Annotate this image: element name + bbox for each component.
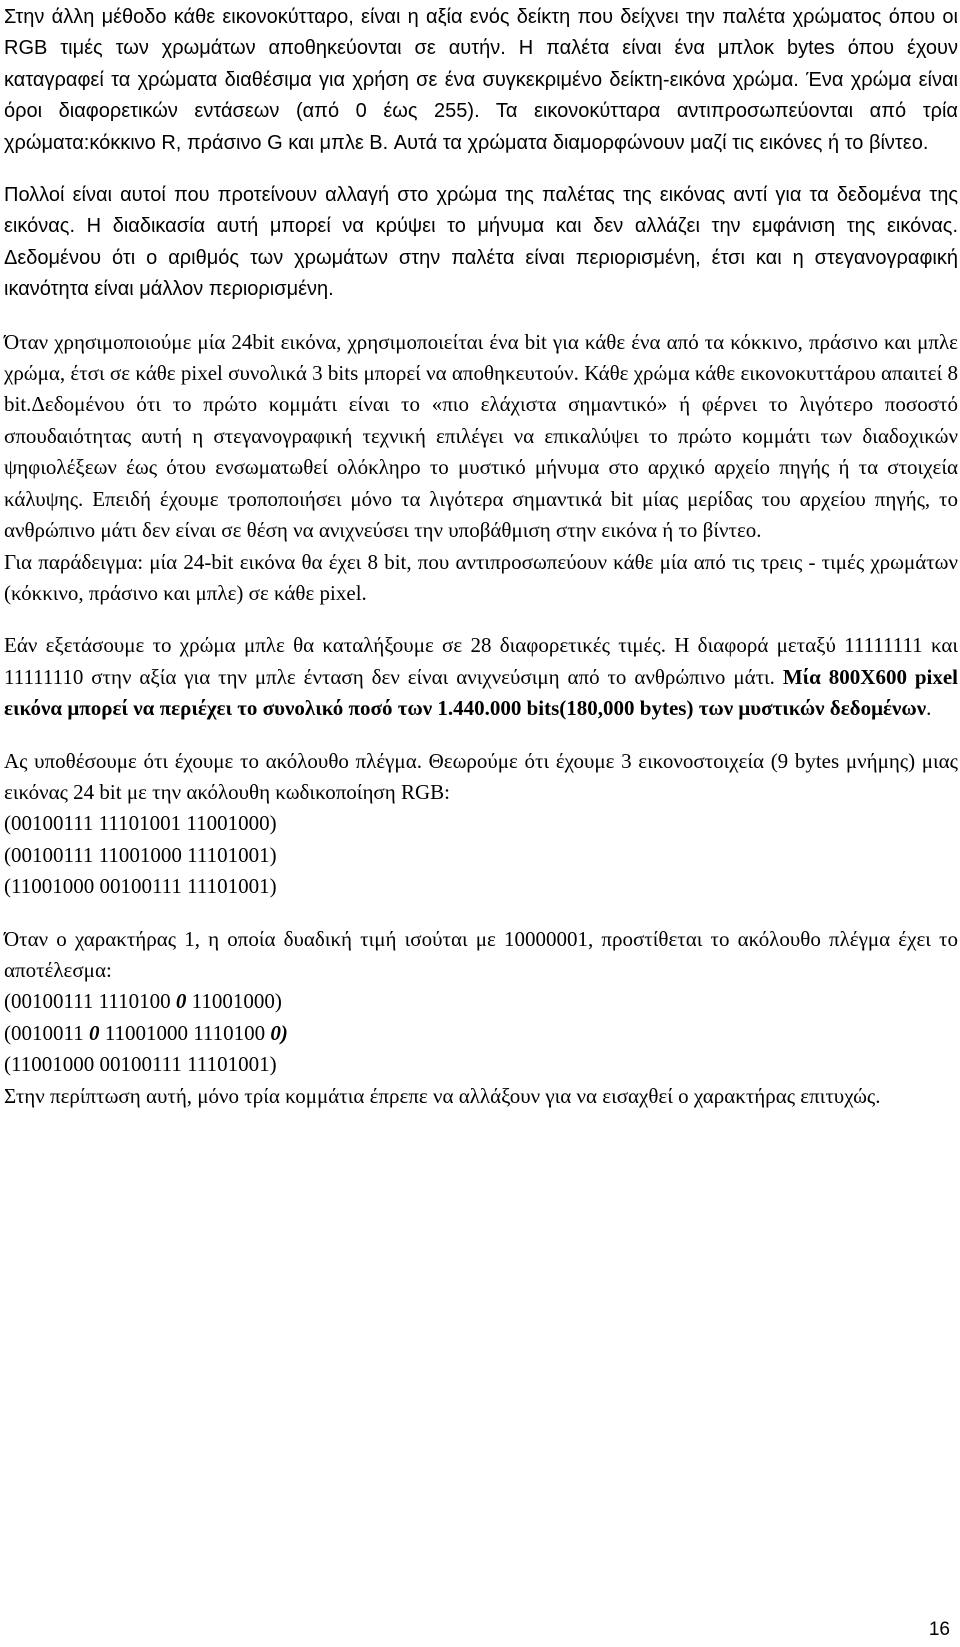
paragraph-blue-values: [4, 630, 958, 724]
paragraph-grid-intro: Ας υποθέσουμε ότι έχουμε το ακόλουθο πλέγμα. Θεωρούμε ότι έχουμε 3 εικονοστοιχεία (9 bytes μνήμης) μιας εικόνας 24 bit με την ακόλουθη κωδικοποίηση RGB:: [4, 748, 958, 804]
paragraph-example-24bit: Για παράδειγμα: μία 24-bit εικόνα θα έχει 8 bit, που αντιπροσωπεύουν κάθε μία από τις τρεις - τιμές χρωμάτων (κόκκινο, πράσινο και μπλε) σε κάθε pixel.: [4, 549, 958, 605]
page-number: 16: [928, 1619, 950, 1640]
grid1-row-2: (00100111 11001000 11101001): [4, 842, 277, 867]
paragraph-palette-change: Πολλοί είναι αυτοί που προτείνουν αλλαγή στο χρώμα της παλέτας της εικόνας αντί για τα δεδομένα της εικόνας. Η διαδικασία αυτή μπορεί να κρύψει το μήνυμα και δεν αλλάζει την εμφάνιση της εικόνας. Δεδομένου ότι ο αριθμός των χρωμάτων στην παλέτα είναι περιορισμένη, έτσι και η στεγανογραφική ικανότητα είναι μάλλον περιορισμένη.: [4, 184, 958, 301]
grid2-row-2-changed-bit-2: 0): [270, 1020, 288, 1045]
paragraph-character-insert: Όταν ο χαρακτήρας 1, η οποία δυαδική τιμή ισούται με 10000001, προστίθεται το ακόλουθο πλέγμα έχει το αποτέλεσμα:: [4, 926, 958, 982]
grid2-row-2-part-c: 11001000 1110100: [99, 1020, 271, 1045]
capacity-bold-text: Μία 800X600 pixel εικόνα μπορεί να περιέχει το συνολικό ποσό των 1.440.000 bits(180,000 bytes) των μυστικών δεδομένων: [4, 664, 959, 721]
document-body: [4, 2, 958, 1112]
grid2-row-2-part-a: (0010011: [4, 1020, 89, 1045]
grid2-row-1: [4, 986, 958, 1017]
grid1-row-3: (11001000 00100111 11101001): [4, 874, 277, 899]
grid2-row-1-changed-bit: 0: [175, 989, 187, 1014]
sentence-end: .: [926, 696, 932, 721]
grid2-row-1-part-c: 11001000): [186, 989, 282, 1014]
paragraph-conclusion: Στην περίπτωση αυτή, μόνο τρία κομμάτια έπρεπε να αλλάξουν για να εισαχθεί ο χαρακτήρας επιτυχώς.: [4, 1083, 881, 1108]
paragraph-24bit-lsb: Όταν χρησιμοποιούμε μία 24bit εικόνα, χρησιμοποιείται ένα bit για κάθε ένα από τα κόκκινο, πράσινο και μπλε χρώμα, έτσι σε κάθε pixel συνολικά 3 bits μπορεί να αποθηκευτούν. Κάθε χρώμα κάθε εικονοκυττάρου απαιτεί 8 bit.Δεδομένου ότι το πρώτο κομμάτι είναι το «πιο ελάχιστα σημαντικό» ή φέρνει το λιγότερο ποσοστό σπουδαιότητας αυτή η στεγανογραφική τεχνική επιλέγει να επικαλύψει το πρώτο κομμάτι των διαδοχικών ψηφιολέξεων έως ότου ενσωματωθεί ολόκληρο το μυστικό μήνυμα στο αρχικό αρχείο πηγής ή τα στοιχεία κάλυψης. Επειδή έχουμε τροποποιήσει μόνο τα λιγότερα σημαντικά bit μίας μερίδας του αρχείου πηγής, το ανθρώπινο μάτι δεν είναι σε θέση να ανιχνεύσει την υποβάθμιση στην εικόνα ή το βίντεο.: [4, 329, 958, 543]
grid2-row-1-part-a: (00100111 1110100: [4, 989, 176, 1014]
grid2-row-2-changed-bit: 0: [88, 1020, 100, 1045]
grid2-row-3: (11001000 00100111 11101001): [4, 1052, 277, 1077]
grid1-row-1: (00100111 11101001 11001000): [4, 811, 277, 836]
paragraph-palette-method: Στην άλλη μέθοδο κάθε εικονοκύτταρο, είναι η αξία ενός δείκτη που δείχνει την παλέτα χρώματος όπου οι RGB τιμές των χρωμάτων αποθηκεύονται σε αυτήν. Η παλέτα είναι ένα μπλοκ bytes όπου έχουν καταγραφεί τα χρώματα διαθέσιμα για χρήση σε ένα συγκεκριμένο δείκτη-εικόνα χρώμα. Ένα χρώμα είναι όροι διαφορετικών εντάσεων (από 0 έως 255). Τα εικονοκύτταρα αντιπροσωπεύονται από τρία χρώματα:κόκκινο R, πράσινο G και μπλε B. Αυτά τα χρώματα διαμορφώνουν μαζί τις εικόνες ή το βίντεο.: [4, 6, 958, 154]
grid2-row-2: [4, 1018, 958, 1049]
blue-values-text: Εάν εξετάσουμε το χρώμα μπλε θα καταλήξουμε σε 28 διαφορετικές τιμές. Η διαφορά μεταξύ 11111111 και 11111110 στην αξία για την μπλε ένταση δεν είναι ανιχνεύσιμη από το ανθρώπινο μάτι.: [4, 633, 958, 689]
